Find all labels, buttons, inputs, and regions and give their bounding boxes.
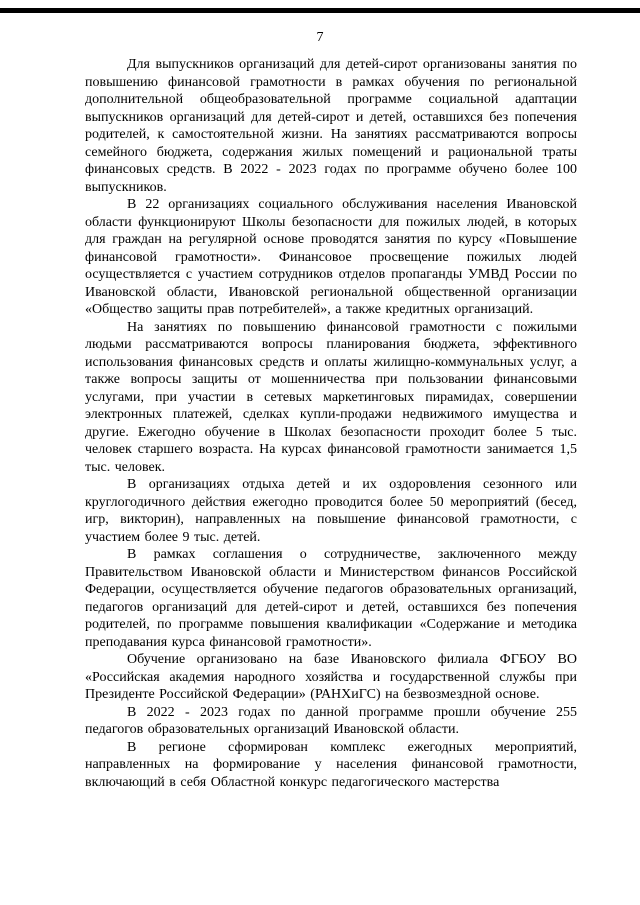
page-number: 7: [316, 30, 324, 45]
page-content: [85, 56, 577, 791]
paragraph-5: В рамках соглашения о сотрудничестве, заключенного между Правительством Ивановской области и Министерством финансов Российской Федерации, осуществляется обучение педагогов образовательных организаций, педагогов организаций для детей-сирот и детей, оставшихся без попечения родителей, по программе повышения квалификации «Содержание и методика преподавания курса финансовой грамотности».: [85, 547, 577, 650]
paragraph-6: Обучение организовано на базе Ивановского филиала ФГБОУ ВО «Российская академия народного хозяйства и государственной службы при Президенте Российской Федерации» (РАНХиГС) на безвозмездной основе.: [85, 652, 577, 702]
paragraph-8: В регионе сформирован комплекс ежегодных мероприятий, направленных на формирование у населения финансовой грамотности, включающий в себя Областной конкурс педагогического мастерства: [85, 739, 577, 790]
top-border-line: [0, 8, 640, 13]
paragraph-1: Для выпускников организаций для детей-сирот организованы занятия по повышению финансовой грамотности в рамках обучения по региональной дополнительной общеобразовательной программе социальной адаптации выпускников организаций для детей-сирот и детей, оставшихся без попечения родителей, к самостоятельной жизни. На занятиях рассматриваются вопросы семейного бюджета, содержания жилых помещений и рациональной траты финансовых средств. В 2022 - 2023 годах по программе обучено более 100 выпускников.: [85, 57, 577, 195]
paragraph-3: На занятиях по повышению финансовой грамотности с пожилыми людьми рассматриваются вопросы планирования бюджета, эффективного использования финансовых средств и оплаты жилищно-коммунальных услуг, а также вопросы защиты от мошенничества при пользовании финансовыми услугами, при участии в сетевых маркетинговых пирамидах, совершении электронных платежей, сделках купли-продажи недвижимого имущества и другие. Ежегодно обучение в Школах безопасности проходит более 5 тыс. человек старшего возраста. На курсах финансовой грамотности занимается 1,5 тыс. человек.: [85, 319, 577, 475]
paragraph-7: В 2022 - 2023 годах по данной программе прошли обучение 255 педагогов образовательных организаций Ивановской области.: [85, 704, 577, 737]
paragraph-4: В организациях отдыха детей и их оздоровления сезонного или круглогодичного действия ежегодно проводится более 50 мероприятий (бесед, игр, викторин), направленных на повышение финансовой грамотности, с участием более 9 тыс. детей.: [85, 477, 577, 545]
paragraph-2: В 22 организациях социального обслуживания населения Ивановской области функционируют Школы безопасности для пожилых людей, в которых для граждан на регулярной основе проводятся занятия по курсу «Повышение финансовой грамотности». Финансовое просвещение пожилых людей осуществляется с участием сотрудников отделов пропаганды УМВД России по Ивановской области, Ивановской региональной общественной организации «Общество защиты прав потребителей», а также кредитных организаций.: [85, 197, 577, 317]
